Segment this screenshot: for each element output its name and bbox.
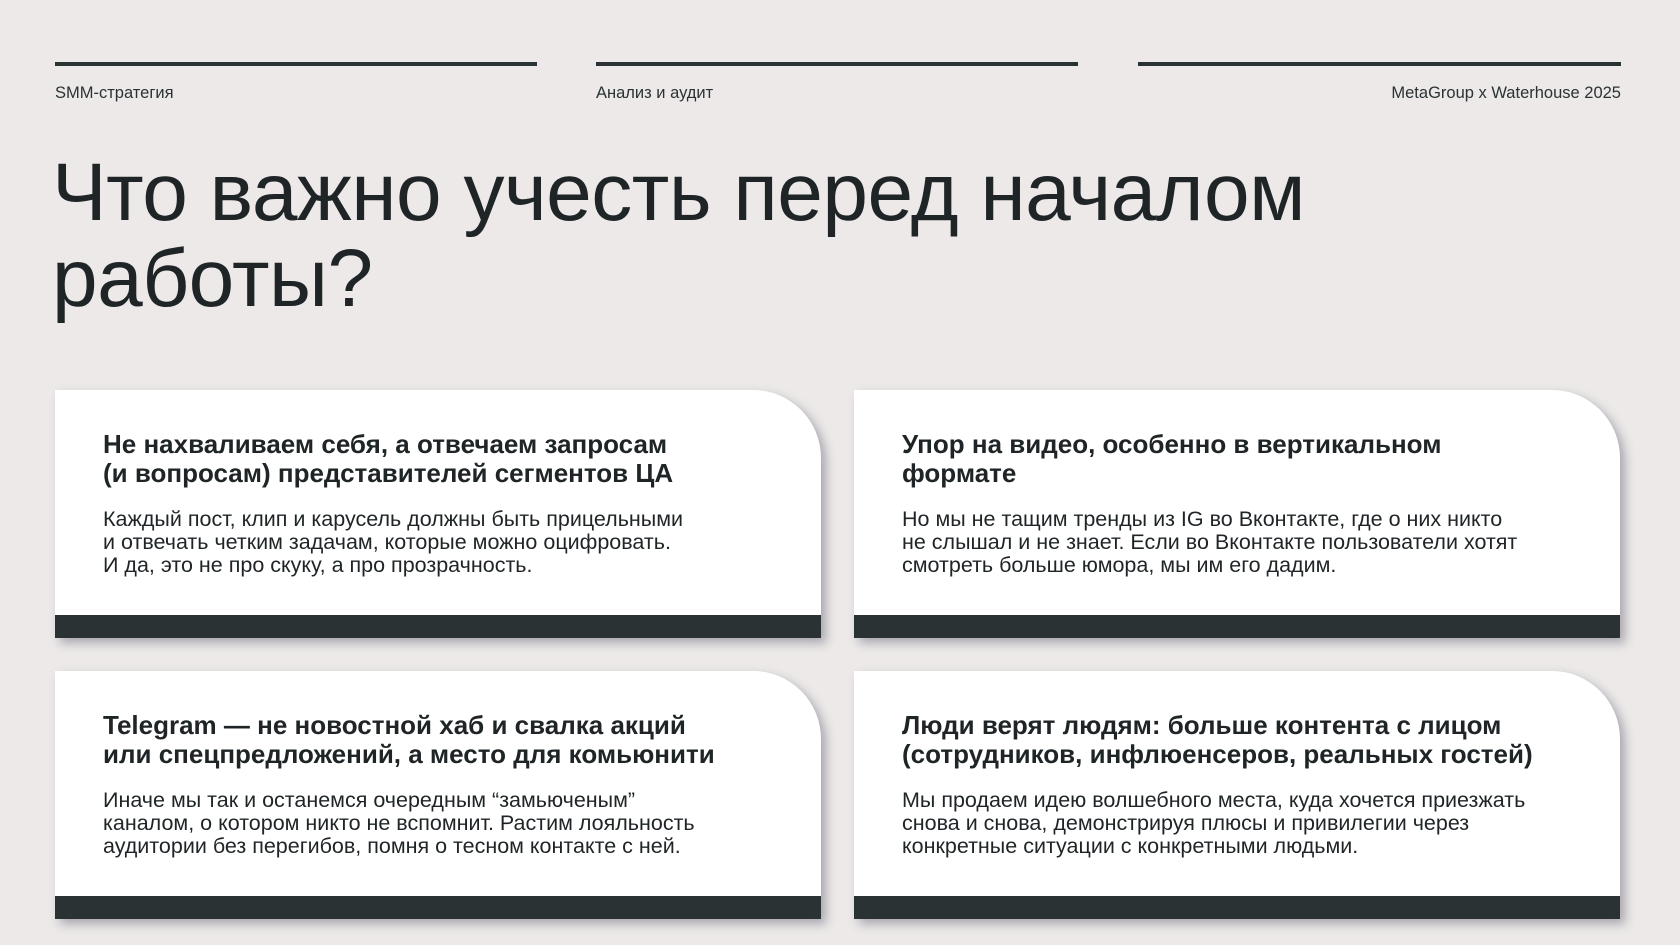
card-text: Но мы не тащим тренды из IG во Вконтакте, где о них никто не слышал и не знает. Если во Вконтакте пользователи хотят смотреть больше юмора, мы им его дадим. <box>902 507 1518 577</box>
card-footer-bar <box>854 896 1620 919</box>
page-title: Что важно учесть перед началом работы? <box>52 147 1306 324</box>
header-rule-left <box>55 62 537 66</box>
card-footer-bar <box>55 896 821 919</box>
card-footer-bar <box>854 615 1620 638</box>
header-section-label: SMM-стратегия <box>55 84 174 102</box>
card-people-trust <box>854 671 1620 919</box>
card-heading: Упор на видео, особенно в вертикальном формате <box>902 429 1442 488</box>
card-self-promotion <box>55 390 821 638</box>
card-heading: Telegram — не новостной хаб и свалка акций или спецпредложений, а место для комьюнити <box>103 710 715 769</box>
card-vertical-video <box>854 390 1620 638</box>
header-brand-label: MetaGroup x Waterhouse 2025 <box>1391 84 1621 102</box>
card-text: Иначе мы так и останемся очередным “замьюченым” каналом, о котором никто не вспомнит. Растим лояльность аудитории без перегибов, помня о тесном контакте с ней. <box>103 788 695 858</box>
card-heading: Люди верят людям: больше контента с лицом (сотрудников, инфлюенсеров, реальных гостей) <box>902 710 1533 769</box>
card-footer-bar <box>55 615 821 638</box>
card-text: Каждый пост, клип и карусель должны быть прицельными и отвечать четким задачам, которые можно оцифровать. И да, это не про скуку, а про прозрачность. <box>103 507 684 577</box>
header-rule-center <box>596 62 1078 66</box>
header-rule-right <box>1138 62 1621 66</box>
card-heading: Не нахваливаем себя, а отвечаем запросам (и вопросам) представителей сегментов ЦА <box>103 429 674 488</box>
card-text: Мы продаем идею волшебного места, куда хочется приезжать снова и снова, демонстрируя плюсы и привилегии через конкретные ситуации с конкретными людьми. <box>902 788 1526 858</box>
header-subsection-label: Анализ и аудит <box>596 84 714 102</box>
card-telegram-community <box>55 671 821 919</box>
